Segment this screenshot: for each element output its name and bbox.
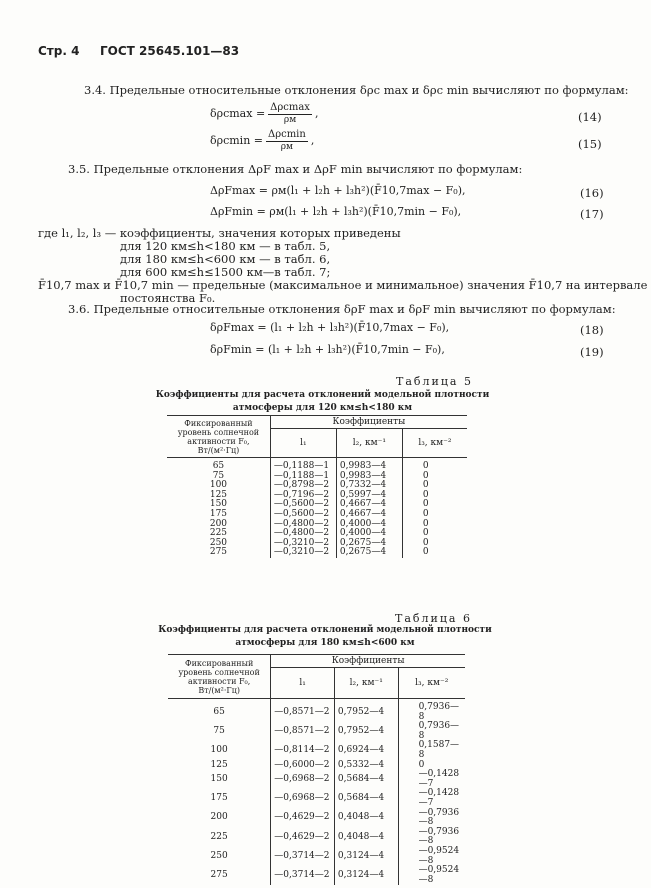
formula-15	[210, 129, 314, 153]
table-6-title	[140, 624, 510, 650]
table-6-title-line-1: Коэффициенты для расчета отклонений модельной плотности	[158, 625, 492, 635]
formula-18-number: (18)	[580, 323, 604, 337]
table-5-cell: 0	[402, 548, 467, 558]
table-5-cell: 0	[402, 458, 467, 472]
table-6-row	[168, 866, 465, 885]
table-6-cell: —0,9524—8	[398, 866, 465, 885]
page-number: Стр. 4	[38, 44, 80, 58]
table-6-cell: 0	[398, 761, 465, 771]
table-5-cell: 0	[402, 491, 467, 501]
table-5-header-level: Фиксированный уровень солнечной активности F₀, Вт/(м²·Гц)	[167, 416, 270, 458]
table-6-cell: 0,3124—4	[334, 847, 398, 866]
table-6-cell: 0,7952—4	[334, 722, 398, 741]
where-line-1: где l₁, l₂, l₃ — коэффициенты, значения которых приведены	[38, 226, 401, 240]
gost-number: ГОСТ 25645.101—83	[100, 44, 240, 58]
formula-14-lhs: δρcmax =	[210, 107, 266, 120]
table-6-cell: 75	[213, 725, 225, 736]
formula-15-lhs: δρcmin =	[210, 134, 263, 147]
table-6-cell: —0,8114—2	[271, 741, 335, 760]
table-5-title	[150, 389, 495, 415]
table-5-cell: 200	[209, 518, 228, 529]
table-6-row	[168, 722, 465, 741]
formula-14-tail: ,	[314, 107, 319, 120]
formula-18: δρFmax = (l₁ + l₂h + l₃h²)(F̄10,7max − F₀),	[210, 321, 450, 334]
table-6-row	[168, 789, 465, 808]
where-line-4: для 600 км≤h≤1500 км—в табл. 7;	[120, 265, 331, 279]
table-6-cell: 0,3124—4	[334, 866, 398, 885]
table-6-cell: —0,6000—2	[271, 761, 335, 771]
formula-16-number: (16)	[580, 186, 604, 200]
table-6-cell: —0,9524—8	[398, 847, 465, 866]
paragraph-3-6: 3.6. Предельные относительные отклонения δρF max и δρF min вычисляют по формулам:	[68, 302, 616, 316]
table-5-row	[167, 458, 467, 472]
formula-15-tail: ,	[310, 134, 315, 147]
table-5-cell: 0,7332—4	[336, 481, 402, 491]
table-6-row	[168, 847, 465, 866]
table-5-cell: 0,4667—4	[336, 500, 402, 510]
table-6-cell: 275	[210, 869, 228, 880]
table-6-cell: —0,8571—2	[271, 699, 335, 723]
formula-17: ΔρFmin = ρм(l₁ + l₂h + l₃h²)(F̄10,7min − F₀),	[210, 205, 462, 218]
table-5-cell: —0,4800—2	[270, 520, 336, 530]
formula-15-number: (15)	[578, 137, 602, 151]
table-5-cell: 250	[209, 537, 228, 548]
table-6-cell: 0,5332—4	[334, 761, 398, 771]
where-line-2: для 120 км≤h<180 км — в табл. 5,	[120, 239, 331, 253]
table-6-cell: 0,5684—4	[334, 789, 398, 808]
table-6-cell: —0,1428—7	[398, 789, 465, 808]
table-6-cell: 175	[210, 793, 228, 804]
table-5-cell: 0,2675—4	[336, 539, 402, 549]
formula-14-numerator: Δρcmax	[270, 102, 310, 113]
table-6-cell: —0,3714—2	[271, 866, 335, 885]
formula-17-number: (17)	[580, 207, 604, 221]
table-6-header-level: Фиксированный уровень солнечной активности F₀, Вт/(м²·Гц)	[168, 655, 271, 699]
table-5-title-line-1: Коэффициенты для расчета отклонений модельной плотности	[155, 390, 490, 400]
formula-14-denominator: ρм	[283, 115, 297, 125]
table-5-caption: Таблица 5	[396, 375, 473, 388]
table-5-cell: 0	[402, 529, 467, 539]
table-6-cell: —0,8571—2	[271, 722, 335, 741]
table-6-cell: 200	[210, 812, 228, 823]
table-5-cell: 0	[402, 510, 467, 520]
table-5-cell: —0,8798—2	[270, 481, 336, 491]
table-6-cell: —0,4629—2	[271, 809, 335, 828]
table-5-cell: —0,1188—1	[270, 458, 336, 472]
table-6-cell: 150	[210, 773, 228, 784]
table-5-cell: 0	[402, 472, 467, 482]
table-6-cell: —0,7936—8	[398, 809, 465, 828]
table-6-row	[168, 809, 465, 828]
table-5-cell: 0	[402, 481, 467, 491]
formula-19-number: (19)	[580, 345, 604, 359]
table-5-cell: —0,3210—2	[270, 548, 336, 558]
table-6-cell: —0,7936—8	[398, 828, 465, 847]
formula-14	[210, 102, 318, 126]
table-5-body	[167, 458, 467, 558]
table-5-header-l2: l₂, км⁻¹	[336, 429, 402, 458]
table-6-title-line-2: атмосферы для 180 км≤h<600 км	[235, 638, 415, 648]
table-6-cell: 0,7952—4	[334, 699, 398, 723]
table-5-cell: 0	[402, 539, 467, 549]
table-6-cell: 0,7936—8	[398, 722, 465, 741]
table-6-header-l3: l₃, км⁻²	[398, 668, 465, 699]
table-5-cell: 225	[209, 528, 228, 539]
table-5-title-line-2: атмосферы для 120 км≤h<180 км	[232, 403, 413, 413]
formula-16: ΔρFmax = ρм(l₁ + l₂h + l₃h²)(F̄10,7max − F₀),	[210, 184, 466, 197]
table-5-cell: 175	[209, 508, 228, 519]
paragraph-3-5: 3.5. Предельные отклонения ΔρF max и ΔρF min вычисляют по формулам:	[68, 162, 523, 176]
paragraph-3-4: 3.4. Предельные относительные отклонения δρc max и δρc min вычисляют по формулам:	[84, 83, 629, 97]
table-5-cell: 100	[209, 480, 228, 491]
table-5-cell: —0,1188—1	[270, 472, 336, 482]
formula-15-denominator: ρм	[280, 142, 294, 152]
table-5-cell: 0,4000—4	[336, 520, 402, 530]
where-line-6: постоянства F₀.	[120, 291, 216, 305]
table-6-cell: 0,7936—8	[398, 699, 465, 723]
table-5-cell: 0,4667—4	[336, 510, 402, 520]
table-6-cell: 0,1587—8	[398, 741, 465, 760]
table-6-cell: 0,6924—4	[334, 741, 398, 760]
table-5-cell: 125	[209, 489, 228, 500]
table-6-cell: 0,4048—4	[334, 828, 398, 847]
table-5-row	[167, 548, 467, 558]
table-6-cell: 250	[210, 850, 228, 861]
table-6-cell: —0,4629—2	[271, 828, 335, 847]
table-5-cell: 0	[402, 520, 467, 530]
table-5-cell: —0,4800—2	[270, 529, 336, 539]
table-5-cell: 65	[212, 461, 225, 471]
table-6-header-l2: l₂, км⁻¹	[334, 668, 398, 699]
formula-15-numerator: Δρcmin	[268, 129, 306, 140]
table-5-cell: —0,5600—2	[270, 500, 336, 510]
table-5	[167, 415, 467, 558]
table-6-cell: 125	[210, 759, 228, 770]
table-6-caption: Таблица 6	[395, 612, 472, 625]
table-5-cell: 150	[209, 499, 228, 510]
table-6-body	[168, 699, 465, 886]
table-6-cell: 65	[213, 706, 225, 717]
formula-14-number: (14)	[578, 110, 602, 124]
table-5-cell: 75	[212, 470, 225, 481]
table-6-cell: —0,1428—7	[398, 770, 465, 789]
table-6	[168, 654, 465, 885]
table-5-cell: 0	[402, 500, 467, 510]
table-5-cell: 0,9983—4	[336, 472, 402, 482]
table-6-cell: —0,6968—2	[271, 770, 335, 789]
table-6-cell: 100	[210, 745, 228, 756]
table-5-cell: 0,5997—4	[336, 491, 402, 501]
table-5-cell: 0,9983—4	[336, 458, 402, 472]
table-6-cell: —0,6968—2	[271, 789, 335, 808]
formula-19: δρFmin = (l₁ + l₂h + l₃h²)(F̄10,7min − F₀),	[210, 343, 445, 356]
table-6-row	[168, 828, 465, 847]
table-5-cell: 0,2675—4	[336, 548, 402, 558]
table-6-cell: —0,3714—2	[271, 847, 335, 866]
table-5-cell: 275	[209, 547, 228, 558]
table-6-header-coefficients: Коэффициенты	[271, 655, 465, 668]
table-5-header-l1: l₁	[270, 429, 336, 458]
table-6-cell: 0,4048—4	[334, 809, 398, 828]
table-6-cell: 0,5684—4	[334, 770, 398, 789]
table-6-row	[168, 741, 465, 760]
table-6-cell: 225	[210, 831, 228, 842]
table-6-row	[168, 699, 465, 723]
table-5-header-coefficients: Коэффициенты	[270, 416, 467, 429]
where-line-3: для 180 км≤h<600 км — в табл. 6,	[120, 252, 331, 266]
table-5-cell: 0,4000—4	[336, 529, 402, 539]
table-5-header-l3: l₃, км⁻²	[402, 429, 467, 458]
where-line-5: F̄10,7 max и F̄10,7 min — предельные (максимальное и минимальное) значения F̄10,7 на интервале	[38, 278, 648, 292]
table-6-row	[168, 770, 465, 789]
table-5-cell: —0,5600—2	[270, 510, 336, 520]
table-6-header-l1: l₁	[271, 668, 335, 699]
table-5-cell: —0,7196—2	[270, 491, 336, 501]
table-5-cell: —0,3210—2	[270, 539, 336, 549]
